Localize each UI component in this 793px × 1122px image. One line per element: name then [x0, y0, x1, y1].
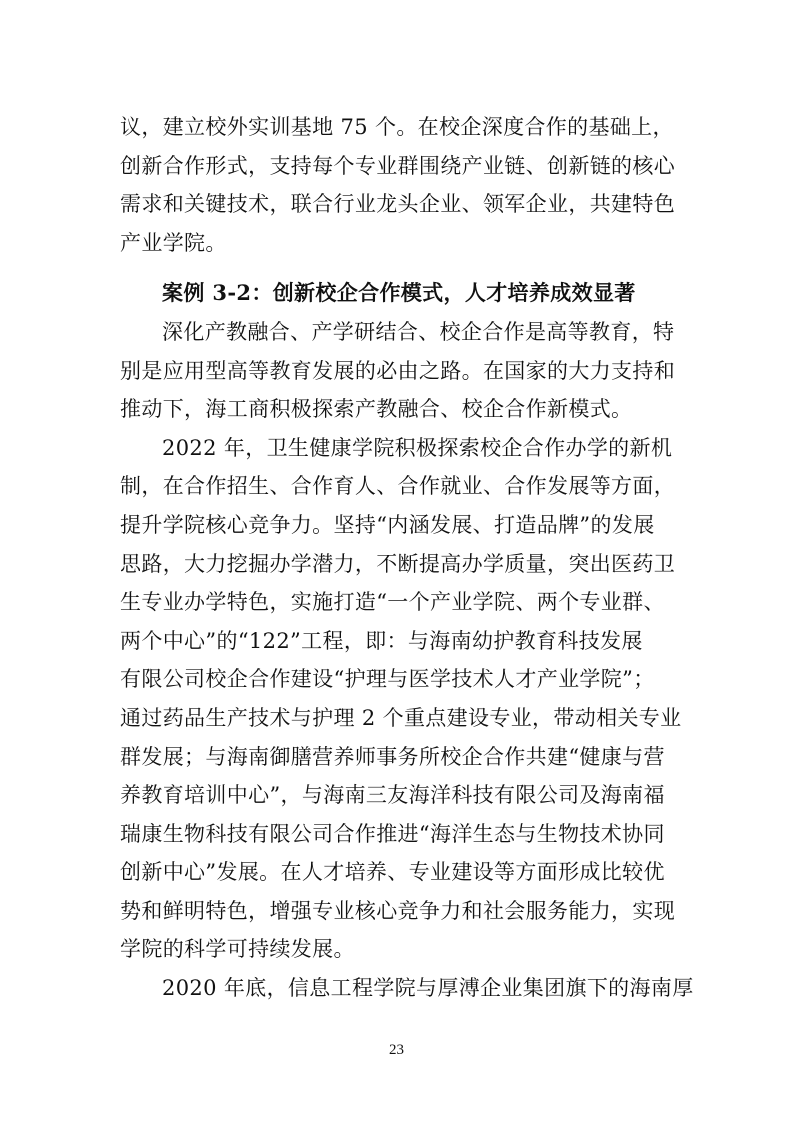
paragraph-3: [120, 429, 688, 969]
paragraph-4: [120, 969, 694, 1008]
page-number: 23: [389, 1042, 404, 1058]
paragraph-line: 群发展；与海南御膳营养师事务所校企合作共建“健康与营: [120, 744, 665, 769]
body-text: [120, 108, 694, 1008]
paragraph-line: 提升学院核心竞争力。坚持“内涵发展、打造品牌”的发展: [120, 512, 655, 537]
paragraph-line: 养教育培训中心”，与海南三友海洋科技有限公司及海南福: [120, 783, 665, 808]
paragraph-line: 势和鲜明特色，增强专业核心竞争力和社会服务能力，实现: [120, 898, 676, 923]
paragraph-line: 思路，大力挖掘办学潜力，不断提高办学质量，突出医药卫: [120, 551, 676, 576]
paragraph-line: 需求和关键技术，联合行业龙头企业、领军企业，共建特色: [120, 192, 676, 217]
paragraph-line: 深化产教融合、产学研结合、校企合作是高等教育，特: [162, 319, 675, 344]
paragraph-line: 生专业办学特色，实施打造“一个产业学院、两个专业群、: [120, 590, 665, 615]
paragraph-line: 创新中心”发展。在人才培养、专业建设等方面形成比较优: [120, 860, 665, 885]
paragraph-line: 议，建立校外实训基地 75 个。在校企深度合作的基础上，: [120, 115, 674, 139]
paragraph-line: 别是应用型高等教育发展的必由之路。在国家的大力支持和: [120, 358, 676, 383]
paragraph-line: 推动下，海工商积极探索产教融合、校企合作新模式。: [120, 397, 633, 422]
paragraph-line: 有限公司校企合作建设“护理与医学技术人才产业学院”；: [120, 667, 655, 692]
paragraph-line: 产业学院。: [120, 230, 227, 255]
paragraph-2: [120, 313, 688, 429]
paragraph-line: 创新合作形式，支持每个专业群围绕产业链、创新链的核心: [120, 153, 676, 178]
paragraph-line: 瑞康生物科技有限公司合作推进“海洋生态与生物技术协同: [120, 821, 665, 846]
paragraph-line: 2020 年底，信息工程学院与厚溥企业集团旗下的海南厚: [162, 976, 694, 1001]
paragraph-line: 两个中心”的“122”工程，即：与海南幼护教育科技发展: [120, 628, 643, 653]
paragraph-line: 2022 年，卫生健康学院积极探索校企合作办学的新机: [162, 435, 673, 460]
paragraph-line: 制，在合作招生、合作育人、合作就业、合作发展等方面，: [120, 474, 676, 499]
paragraph-line: 通过药品生产技术与护理 2 个重点建设专业，带动相关专业: [120, 705, 682, 730]
paragraph-line: 学院的科学可持续发展。: [120, 937, 355, 962]
case-heading: 案例 3-2：创新校企合作模式，人才培养成效显著: [162, 280, 636, 306]
paragraph-1: [120, 108, 688, 262]
